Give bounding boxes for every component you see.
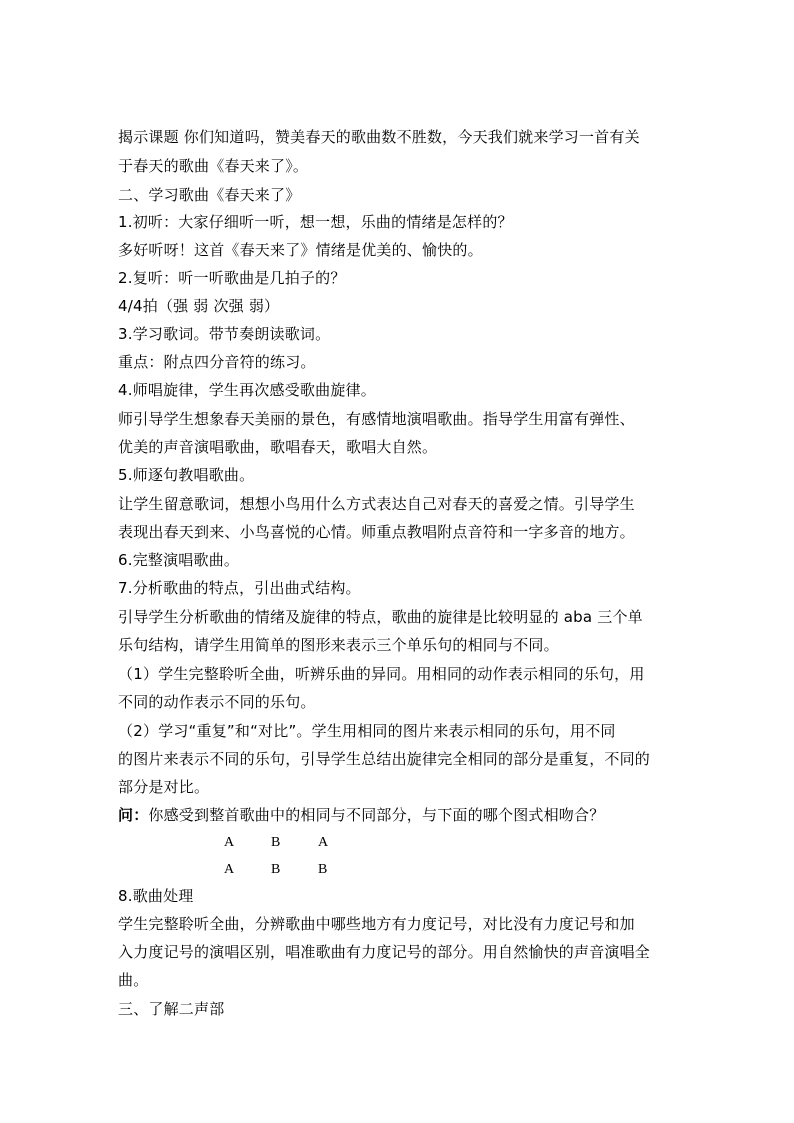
text-line: 引导学生分析歌曲的情绪及旋律的特点，歌曲的旋律是比较明显的 aba 三个单 [118, 608, 643, 626]
step-heading: 1.初听：大家仔细听一听，想一想，乐曲的情绪是怎样的？ [118, 213, 513, 231]
text-line: 多好听呀！这首《春天来了》情绪是优美的、愉快的。 [118, 241, 483, 259]
step-heading: 8.歌曲处理 [118, 887, 194, 905]
text-line: 师引导学生想象春天美丽的景色，有感情地演唱歌曲。指导学生用富有弹性、 [118, 410, 635, 428]
text-line: 让学生留意歌词，想想小鸟用什么方式表达自己对春天的喜爱之情。引导学生 [118, 495, 635, 513]
text-line: 优美的声音演唱歌曲，歌唱春天，歌唱大自然。 [118, 438, 438, 456]
form-option-cell: B [271, 835, 281, 850]
text-line: 乐句结构，请学生用简单的图形来表示三个单乐句的相同与不同。 [118, 636, 559, 654]
form-option-cell: A [318, 835, 329, 850]
section-heading: 三、了解二声部 [118, 1000, 225, 1018]
text-line: （2）学习“重复”和“对比”。学生用相同的图片来表示相同的乐句，用不同 [118, 722, 616, 740]
step-heading: 3.学习歌词。带节奏朗读歌词。 [118, 325, 331, 343]
text-line: 入力度记号的演唱区别，唱准歌曲有力度记号的部分。用自然愉快的声音演唱全 [118, 943, 651, 961]
step-heading: 6.完整演唱歌曲。 [118, 551, 240, 569]
text-line: 表现出春天到来、小鸟喜悦的心情。师重点教唱附点音符和一字多音的地方。 [118, 523, 635, 541]
section-heading: 二、学习歌曲《春天来了》 [118, 186, 301, 204]
text-line: 重点：附点四分音符的练习。 [118, 353, 316, 371]
text-line: 不同的动作表示不同的乐句。 [118, 693, 316, 711]
form-option-row [0, 833, 794, 853]
text-line: （1）学生完整聆听全曲，听辨乐曲的异同。用相同的动作表示相同的乐句，用 [118, 665, 645, 683]
text-line: 揭示课题 你们知道吗，赞美春天的歌曲数不胜数，今天我们就来学习一首有关 [118, 128, 640, 146]
form-option-cell: A [224, 862, 235, 877]
text-line: 曲。 [118, 971, 149, 989]
step-heading: 5.师逐句教唱歌曲。 [118, 466, 255, 484]
question-text: 你感受到整首歌曲中的相同与不同部分，与下面的哪个图式相吻合？ [148, 806, 605, 824]
question-label: 问： [118, 806, 149, 824]
text-line: 4/4拍（强 弱 次强 弱） [118, 297, 280, 315]
form-option-cell: B [271, 862, 281, 877]
form-option-row [0, 860, 794, 880]
text-line: 学生完整聆听全曲，分辨歌曲中哪些地方有力度记号，对比没有力度记号和加 [118, 915, 635, 933]
question-line [118, 805, 604, 825]
text-line: 于春天的歌曲《春天来了》。 [118, 157, 309, 175]
text-line: 部分是对比。 [118, 778, 210, 796]
form-option-cell: B [318, 862, 328, 877]
step-heading: 7.分析歌曲的特点，引出曲式结构。 [118, 579, 361, 597]
text-line: 的图片来表示不同的乐句，引导学生总结出旋律完全相同的部分是重复，不同的 [118, 750, 651, 768]
step-heading: 4.师唱旋律，学生再次感受歌曲旋律。 [118, 381, 376, 399]
step-heading: 2.复听：听一听歌曲是几拍子的？ [118, 269, 346, 287]
form-option-cell: A [224, 835, 235, 850]
